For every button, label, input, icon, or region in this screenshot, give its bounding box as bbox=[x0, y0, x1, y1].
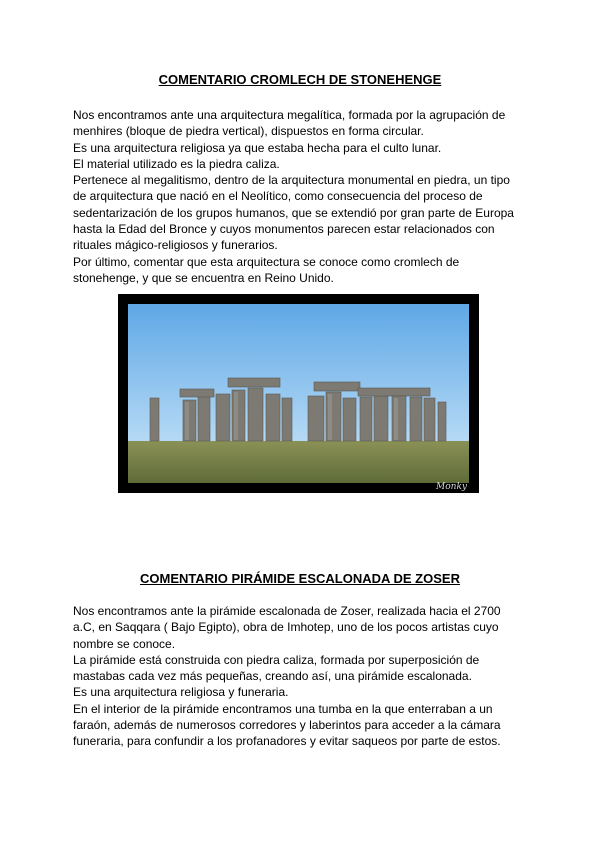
paragraph-zoser bbox=[73, 603, 533, 750]
text-line: Nos encontramos ante una arquitectura megalítica, formada por la agrupación de bbox=[73, 108, 506, 122]
text-line: a.C, en Saqqara ( Bajo Egipto), obra de Imhotep, uno de los pocos artistas cuyo bbox=[73, 620, 499, 635]
stonehenge-illustration bbox=[128, 304, 469, 483]
text-line: Por último, comentar que esta arquitectura se conoce como cromlech de bbox=[73, 254, 460, 269]
text-line: de arquitectura que nació en el Neolítico, como consecuencia del proceso de bbox=[73, 189, 483, 204]
stonehenge-photo bbox=[118, 294, 479, 493]
photo-signature: Monky bbox=[436, 482, 467, 492]
paragraph-stonehenge bbox=[73, 107, 533, 286]
text-line: El material utilizado es la piedra caliza. bbox=[73, 156, 280, 171]
text-line: menhires (bloque de piedra vertical), dispuestos en forma circular. bbox=[73, 124, 424, 139]
text-line: mastabas cada vez más pequeñas, creando así, una pirámide escalonada. bbox=[73, 669, 472, 684]
text-line: hasta la Edad del Bronce y cuyos monumentos parecen estar relacionados con bbox=[73, 222, 495, 237]
text-line: rituales mágico-religiosos y funerarios. bbox=[73, 238, 278, 253]
text-line: nombre se conoce. bbox=[73, 636, 176, 651]
section-title-zoser: COMENTARIO PIRÁMIDE ESCALONADA DE ZOSER bbox=[140, 571, 460, 586]
text-line: Es una arquitectura religiosa y funeraria. bbox=[73, 685, 289, 700]
text-line: faraón, además de numerosos corredores y laberintos para acceder a la cámara bbox=[73, 718, 501, 733]
text-line: stonehenge, y que se encuentra en Reino Unido. bbox=[73, 270, 334, 285]
section-title-stonehenge: COMENTARIO CROMLECH DE STONEHENGE bbox=[158, 72, 442, 87]
text-line: Pertenece al megalitismo, dentro de la arquitectura monumental en piedra, un tipo bbox=[73, 173, 510, 188]
text-line: Nos encontramos ante la pirámide escalonada de Zoser, realizada hacia el 2700 bbox=[73, 604, 501, 618]
text-line: funeraria, para confundir a los profanadores y evitar saqueos por parte de estos. bbox=[73, 734, 501, 749]
text-line: Es una arquitectura religiosa ya que estaba hecha para el culto lunar. bbox=[73, 140, 442, 155]
text-line: sedentarización de los grupos humanos, que se extendió por gran parte de Europa bbox=[73, 205, 514, 220]
text-line: La pirámide está construida con piedra caliza, formada por superposición de bbox=[73, 652, 480, 667]
text-line: En el interior de la pirámide encontramos una tumba en la que enterraban a un bbox=[73, 701, 493, 716]
